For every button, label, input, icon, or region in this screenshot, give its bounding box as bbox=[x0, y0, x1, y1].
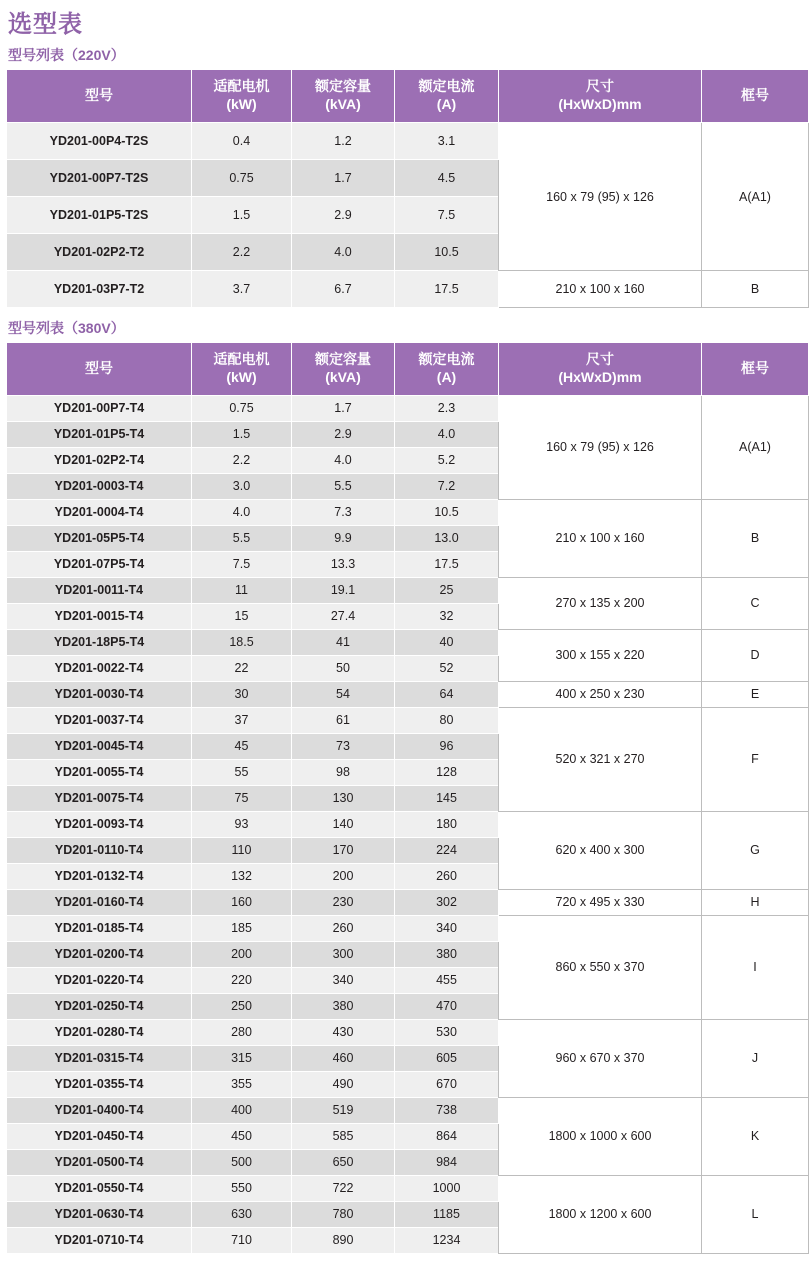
cell-motor: 2.2 bbox=[192, 447, 292, 473]
cell-motor: 160 bbox=[192, 889, 292, 915]
cell-frame: L bbox=[702, 1175, 809, 1253]
cell-current: 7.2 bbox=[395, 473, 499, 499]
table-row bbox=[7, 681, 809, 707]
cell-capacity: 9.9 bbox=[292, 525, 395, 551]
header-line: 适配电机 bbox=[213, 78, 270, 95]
cell-capacity: 585 bbox=[292, 1123, 395, 1149]
header-line: 适配电机 bbox=[213, 351, 270, 367]
cell-dimension: 860 x 550 x 370 bbox=[499, 915, 702, 1019]
cell-current: 224 bbox=[395, 837, 499, 863]
cell-frame: B bbox=[702, 499, 809, 577]
cell-current: 10.5 bbox=[395, 234, 499, 271]
cell-motor: 400 bbox=[192, 1097, 292, 1123]
cell-motor: 18.5 bbox=[192, 629, 292, 655]
header-line: 额定容量 bbox=[315, 78, 371, 95]
cell-capacity: 50 bbox=[292, 655, 395, 681]
cell-current: 340 bbox=[395, 915, 499, 941]
header-row bbox=[7, 343, 809, 396]
cell-capacity: 2.9 bbox=[292, 421, 395, 447]
spec-table-380v bbox=[6, 342, 809, 1254]
cell-model: YD201-00P7-T4 bbox=[7, 395, 192, 421]
cell-current: 17.5 bbox=[395, 551, 499, 577]
header-line: 框号 bbox=[741, 359, 769, 376]
table-row bbox=[7, 629, 809, 655]
cell-current: 1234 bbox=[395, 1227, 499, 1253]
cell-current: 25 bbox=[395, 577, 499, 603]
cell-current: 455 bbox=[395, 967, 499, 993]
cell-capacity: 19.1 bbox=[292, 577, 395, 603]
spec-table-220v bbox=[6, 69, 809, 308]
col-header-capacity bbox=[292, 70, 395, 123]
cell-model: YD201-0450-T4 bbox=[7, 1123, 192, 1149]
cell-motor: 55 bbox=[192, 759, 292, 785]
cell-model: YD201-0710-T4 bbox=[7, 1227, 192, 1253]
cell-capacity: 260 bbox=[292, 915, 395, 941]
cell-motor: 7.5 bbox=[192, 551, 292, 577]
cell-model: YD201-0132-T4 bbox=[7, 863, 192, 889]
col-header-model bbox=[7, 70, 192, 123]
cell-motor: 37 bbox=[192, 707, 292, 733]
cell-model: YD201-0075-T4 bbox=[7, 785, 192, 811]
cell-model: YD201-0630-T4 bbox=[7, 1201, 192, 1227]
cell-capacity: 300 bbox=[292, 941, 395, 967]
cell-capacity: 490 bbox=[292, 1071, 395, 1097]
cell-dimension: 160 x 79 (95) x 126 bbox=[499, 123, 702, 271]
cell-model: YD201-0011-T4 bbox=[7, 577, 192, 603]
cell-current: 470 bbox=[395, 993, 499, 1019]
cell-current: 2.3 bbox=[395, 395, 499, 421]
cell-capacity: 230 bbox=[292, 889, 395, 915]
cell-capacity: 780 bbox=[292, 1201, 395, 1227]
cell-current: 145 bbox=[395, 785, 499, 811]
cell-capacity: 98 bbox=[292, 759, 395, 785]
cell-model: YD201-0004-T4 bbox=[7, 499, 192, 525]
cell-motor: 450 bbox=[192, 1123, 292, 1149]
cell-motor: 3.7 bbox=[192, 271, 292, 308]
cell-model: YD201-0185-T4 bbox=[7, 915, 192, 941]
cell-model: YD201-0055-T4 bbox=[7, 759, 192, 785]
cell-motor: 1.5 bbox=[192, 197, 292, 234]
cell-model: YD201-0280-T4 bbox=[7, 1019, 192, 1045]
header-line: 型号 bbox=[85, 87, 113, 104]
cell-model: YD201-0500-T4 bbox=[7, 1149, 192, 1175]
cell-model: YD201-0160-T4 bbox=[7, 889, 192, 915]
cell-motor: 30 bbox=[192, 681, 292, 707]
cell-model: YD201-01P5-T2S bbox=[7, 197, 192, 234]
header-line: 型号 bbox=[85, 359, 113, 376]
cell-dimension: 210 x 100 x 160 bbox=[499, 499, 702, 577]
cell-model: YD201-00P4-T2S bbox=[7, 123, 192, 160]
cell-capacity: 41 bbox=[292, 629, 395, 655]
cell-model: YD201-02P2-T2 bbox=[7, 234, 192, 271]
cell-dimension: 720 x 495 x 330 bbox=[499, 889, 702, 915]
cell-frame: A(A1) bbox=[702, 395, 809, 499]
table-row bbox=[7, 1019, 809, 1045]
cell-motor: 0.75 bbox=[192, 160, 292, 197]
cell-capacity: 380 bbox=[292, 993, 395, 1019]
table-row bbox=[7, 271, 809, 308]
cell-frame: B bbox=[702, 271, 809, 308]
cell-motor: 5.5 bbox=[192, 525, 292, 551]
cell-capacity: 2.9 bbox=[292, 197, 395, 234]
cell-current: 17.5 bbox=[395, 271, 499, 308]
table-row bbox=[7, 395, 809, 421]
header-line: 额定电流 bbox=[418, 351, 475, 367]
header-row bbox=[7, 70, 809, 123]
cell-model: YD201-0200-T4 bbox=[7, 941, 192, 967]
col-header-current bbox=[395, 343, 499, 396]
header-line: 尺寸 bbox=[586, 351, 614, 367]
cell-dimension: 270 x 135 x 200 bbox=[499, 577, 702, 629]
col-header-model bbox=[7, 343, 192, 396]
cell-capacity: 54 bbox=[292, 681, 395, 707]
cell-motor: 110 bbox=[192, 837, 292, 863]
cell-motor: 11 bbox=[192, 577, 292, 603]
cell-dimension: 520 x 321 x 270 bbox=[499, 707, 702, 811]
cell-capacity: 6.7 bbox=[292, 271, 395, 308]
cell-current: 5.2 bbox=[395, 447, 499, 473]
col-header-dimension bbox=[499, 70, 702, 123]
cell-motor: 4.0 bbox=[192, 499, 292, 525]
cell-motor: 1.5 bbox=[192, 421, 292, 447]
cell-motor: 45 bbox=[192, 733, 292, 759]
col-header-dimension bbox=[499, 343, 702, 396]
table-row bbox=[7, 499, 809, 525]
cell-model: YD201-01P5-T4 bbox=[7, 421, 192, 447]
cell-dimension: 620 x 400 x 300 bbox=[499, 811, 702, 889]
cell-model: YD201-0400-T4 bbox=[7, 1097, 192, 1123]
cell-model: YD201-0093-T4 bbox=[7, 811, 192, 837]
page-title: 选型表 bbox=[8, 11, 83, 38]
cell-capacity: 130 bbox=[292, 785, 395, 811]
cell-model: YD201-00P7-T2S bbox=[7, 160, 192, 197]
table-header-220v bbox=[7, 70, 809, 123]
header-line: (HxWxD)mm bbox=[558, 368, 642, 385]
cell-current: 984 bbox=[395, 1149, 499, 1175]
cell-motor: 710 bbox=[192, 1227, 292, 1253]
cell-capacity: 722 bbox=[292, 1175, 395, 1201]
cell-current: 128 bbox=[395, 759, 499, 785]
cell-model: YD201-07P5-T4 bbox=[7, 551, 192, 577]
cell-current: 40 bbox=[395, 629, 499, 655]
cell-current: 80 bbox=[395, 707, 499, 733]
cell-current: 302 bbox=[395, 889, 499, 915]
cell-model: YD201-0045-T4 bbox=[7, 733, 192, 759]
cell-current: 32 bbox=[395, 603, 499, 629]
cell-motor: 22 bbox=[192, 655, 292, 681]
cell-current: 96 bbox=[395, 733, 499, 759]
cell-current: 380 bbox=[395, 941, 499, 967]
col-header-current bbox=[395, 70, 499, 123]
cell-capacity: 650 bbox=[292, 1149, 395, 1175]
cell-motor: 2.2 bbox=[192, 234, 292, 271]
cell-current: 64 bbox=[395, 681, 499, 707]
cell-current: 1185 bbox=[395, 1201, 499, 1227]
cell-frame: C bbox=[702, 577, 809, 629]
table-row bbox=[7, 707, 809, 733]
cell-current: 1000 bbox=[395, 1175, 499, 1201]
cell-motor: 93 bbox=[192, 811, 292, 837]
section-title-220v: 型号列表（220V） bbox=[8, 47, 125, 63]
cell-frame: F bbox=[702, 707, 809, 811]
cell-motor: 132 bbox=[192, 863, 292, 889]
cell-frame: I bbox=[702, 915, 809, 1019]
header-line: (kW) bbox=[226, 368, 257, 385]
cell-capacity: 340 bbox=[292, 967, 395, 993]
cell-current: 3.1 bbox=[395, 123, 499, 160]
header-line: 额定电流 bbox=[418, 78, 475, 95]
table-header-380v bbox=[7, 343, 809, 396]
cell-model: YD201-0355-T4 bbox=[7, 1071, 192, 1097]
table-row bbox=[7, 1175, 809, 1201]
header-line: (kW) bbox=[226, 96, 257, 112]
cell-capacity: 1.2 bbox=[292, 123, 395, 160]
cell-current: 864 bbox=[395, 1123, 499, 1149]
cell-current: 180 bbox=[395, 811, 499, 837]
col-header-frame bbox=[702, 343, 809, 396]
cell-model: YD201-0315-T4 bbox=[7, 1045, 192, 1071]
cell-current: 52 bbox=[395, 655, 499, 681]
cell-motor: 75 bbox=[192, 785, 292, 811]
cell-model: YD201-05P5-T4 bbox=[7, 525, 192, 551]
cell-current: 13.0 bbox=[395, 525, 499, 551]
cell-frame: J bbox=[702, 1019, 809, 1097]
cell-model: YD201-18P5-T4 bbox=[7, 629, 192, 655]
cell-dimension: 960 x 670 x 370 bbox=[499, 1019, 702, 1097]
cell-dimension: 160 x 79 (95) x 126 bbox=[499, 395, 702, 499]
cell-frame: G bbox=[702, 811, 809, 889]
cell-capacity: 890 bbox=[292, 1227, 395, 1253]
cell-motor: 3.0 bbox=[192, 473, 292, 499]
cell-current: 670 bbox=[395, 1071, 499, 1097]
cell-motor: 315 bbox=[192, 1045, 292, 1071]
cell-model: YD201-03P7-T2 bbox=[7, 271, 192, 308]
table-body-380v bbox=[7, 395, 809, 1253]
cell-capacity: 140 bbox=[292, 811, 395, 837]
section-title-380v: 型号列表（380V） bbox=[8, 320, 125, 336]
cell-current: 4.0 bbox=[395, 421, 499, 447]
spec-page bbox=[0, 4, 810, 1254]
cell-capacity: 460 bbox=[292, 1045, 395, 1071]
cell-model: YD201-0037-T4 bbox=[7, 707, 192, 733]
cell-current: 7.5 bbox=[395, 197, 499, 234]
cell-model: YD201-0015-T4 bbox=[7, 603, 192, 629]
cell-motor: 355 bbox=[192, 1071, 292, 1097]
cell-motor: 200 bbox=[192, 941, 292, 967]
cell-model: YD201-0250-T4 bbox=[7, 993, 192, 1019]
cell-capacity: 7.3 bbox=[292, 499, 395, 525]
cell-capacity: 1.7 bbox=[292, 395, 395, 421]
cell-frame: K bbox=[702, 1097, 809, 1175]
cell-frame: A(A1) bbox=[702, 123, 809, 271]
header-line: 额定容量 bbox=[315, 351, 371, 367]
cell-frame: E bbox=[702, 681, 809, 707]
cell-capacity: 27.4 bbox=[292, 603, 395, 629]
cell-model: YD201-0030-T4 bbox=[7, 681, 192, 707]
cell-motor: 550 bbox=[192, 1175, 292, 1201]
header-line: (HxWxD)mm bbox=[558, 96, 642, 112]
cell-capacity: 4.0 bbox=[292, 234, 395, 271]
cell-dimension: 1800 x 1000 x 600 bbox=[499, 1097, 702, 1175]
cell-current: 605 bbox=[395, 1045, 499, 1071]
cell-capacity: 1.7 bbox=[292, 160, 395, 197]
cell-motor: 0.75 bbox=[192, 395, 292, 421]
table-row bbox=[7, 915, 809, 941]
cell-dimension: 400 x 250 x 230 bbox=[499, 681, 702, 707]
cell-current: 530 bbox=[395, 1019, 499, 1045]
cell-capacity: 73 bbox=[292, 733, 395, 759]
cell-current: 738 bbox=[395, 1097, 499, 1123]
cell-capacity: 170 bbox=[292, 837, 395, 863]
header-line: 框号 bbox=[741, 87, 769, 104]
table-row bbox=[7, 889, 809, 915]
table-body-220v bbox=[7, 123, 809, 308]
header-line: (kVA) bbox=[325, 368, 361, 385]
cell-model: YD201-0022-T4 bbox=[7, 655, 192, 681]
col-header-capacity bbox=[292, 343, 395, 396]
cell-current: 260 bbox=[395, 863, 499, 889]
cell-model: YD201-0220-T4 bbox=[7, 967, 192, 993]
cell-frame: D bbox=[702, 629, 809, 681]
table-row bbox=[7, 1097, 809, 1123]
header-line: (kVA) bbox=[325, 96, 361, 112]
cell-motor: 250 bbox=[192, 993, 292, 1019]
cell-frame: H bbox=[702, 889, 809, 915]
col-header-motor bbox=[192, 70, 292, 123]
cell-motor: 185 bbox=[192, 915, 292, 941]
cell-capacity: 519 bbox=[292, 1097, 395, 1123]
table-row bbox=[7, 123, 809, 160]
cell-capacity: 200 bbox=[292, 863, 395, 889]
cell-motor: 280 bbox=[192, 1019, 292, 1045]
cell-current: 4.5 bbox=[395, 160, 499, 197]
header-line: (A) bbox=[436, 96, 457, 112]
cell-capacity: 61 bbox=[292, 707, 395, 733]
cell-motor: 0.4 bbox=[192, 123, 292, 160]
cell-model: YD201-0003-T4 bbox=[7, 473, 192, 499]
cell-capacity: 13.3 bbox=[292, 551, 395, 577]
cell-capacity: 5.5 bbox=[292, 473, 395, 499]
cell-dimension: 300 x 155 x 220 bbox=[499, 629, 702, 681]
cell-motor: 630 bbox=[192, 1201, 292, 1227]
cell-capacity: 4.0 bbox=[292, 447, 395, 473]
table-row bbox=[7, 811, 809, 837]
col-header-motor bbox=[192, 343, 292, 396]
cell-motor: 15 bbox=[192, 603, 292, 629]
cell-model: YD201-02P2-T4 bbox=[7, 447, 192, 473]
cell-dimension: 210 x 100 x 160 bbox=[499, 271, 702, 308]
cell-dimension: 1800 x 1200 x 600 bbox=[499, 1175, 702, 1253]
cell-motor: 220 bbox=[192, 967, 292, 993]
cell-model: YD201-0550-T4 bbox=[7, 1175, 192, 1201]
cell-capacity: 430 bbox=[292, 1019, 395, 1045]
header-line: 尺寸 bbox=[586, 78, 614, 95]
col-header-frame bbox=[702, 70, 809, 123]
table-row bbox=[7, 577, 809, 603]
cell-current: 10.5 bbox=[395, 499, 499, 525]
cell-model: YD201-0110-T4 bbox=[7, 837, 192, 863]
cell-motor: 500 bbox=[192, 1149, 292, 1175]
header-line: (A) bbox=[436, 368, 457, 385]
